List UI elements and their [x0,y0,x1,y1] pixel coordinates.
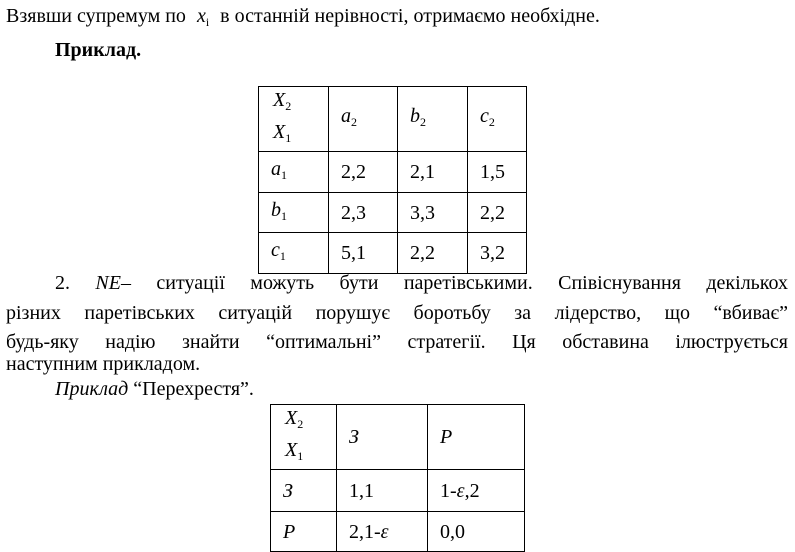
example1-payoff-table [258,86,527,274]
corner-x1: $X_1$ [273,121,292,145]
table-cell: 5,1 [329,233,398,274]
paragraph2-line2: різних паретівських ситуацій порушує боротьбу за лідерство, що “вбиває” [6,302,788,324]
column-header-b2: $b_2$ [398,87,468,152]
paragraph2-term: NE [95,272,121,294]
corner-x2: $X_2$ [285,407,304,431]
table-row [271,512,525,552]
paragraph2-line1 [55,271,788,295]
table-cell: 2,2 [468,193,527,233]
table-header-row [259,87,527,152]
example1-heading: Приклад. [55,39,142,61]
corner-x1: $X_1$ [285,439,304,463]
table-header-row [271,405,525,470]
row-header-b1: $b_1$ [259,193,329,233]
epsilon-symbol: ε [380,520,389,543]
example2-heading [55,377,254,401]
table-row [259,152,527,193]
table-cell: 1,1 [337,470,428,512]
table-cell: 3,2 [468,233,527,274]
table-cell: 0,0 [428,512,525,552]
table-cell: 1,5 [468,152,527,193]
table-cell: 2,1 [398,152,468,193]
intro-text-before: Взявши супремум по [6,5,186,27]
intro-text-after: в останній нерівності, отримаємо необхідне. [220,5,600,27]
intro-variable: $x_i$ [196,5,210,29]
column-header-z: З [337,405,428,470]
row-header-a1: $a_1$ [259,152,329,193]
table-cell: 3,3 [398,193,468,233]
paragraph2-line1-text: – ситуації можуть бути паретівськими. Співіснування декількох [120,272,789,294]
example2-heading-label: Приклад [55,378,129,400]
row-header-c1: $c_1$ [259,233,329,274]
table-cell: 2,1-ε [337,512,428,552]
example2-payoff-table [270,404,525,552]
table-cell: 1-ε,2 [428,470,525,512]
example2-heading-title: “Перехрестя”. [133,378,254,400]
table-cell: 2,2 [398,233,468,274]
column-header-a2: $a_2$ [329,87,398,152]
intro-line [6,4,600,34]
table-row [259,193,527,233]
row-header-z: З [271,470,337,512]
epsilon-symbol: ε [456,479,465,502]
column-header-c2: $c_2$ [468,87,527,152]
corner-cell [259,87,329,152]
corner-cell [271,405,337,470]
table-cell: 2,2 [329,152,398,193]
table-cell: 2,3 [329,193,398,233]
column-header-p: P [428,405,525,470]
row-header-p: P [271,512,337,552]
paragraph2-line4: наступним прикладом. [6,353,201,375]
paragraph2-number: 2. [55,272,70,294]
table-row [259,233,527,274]
corner-x2: $X_2$ [273,89,292,113]
paragraph2-line3: будь-яку надію знайти “оптимальні” стратегії. Ця обставина ілюструється [6,331,788,353]
table-row [271,470,525,512]
